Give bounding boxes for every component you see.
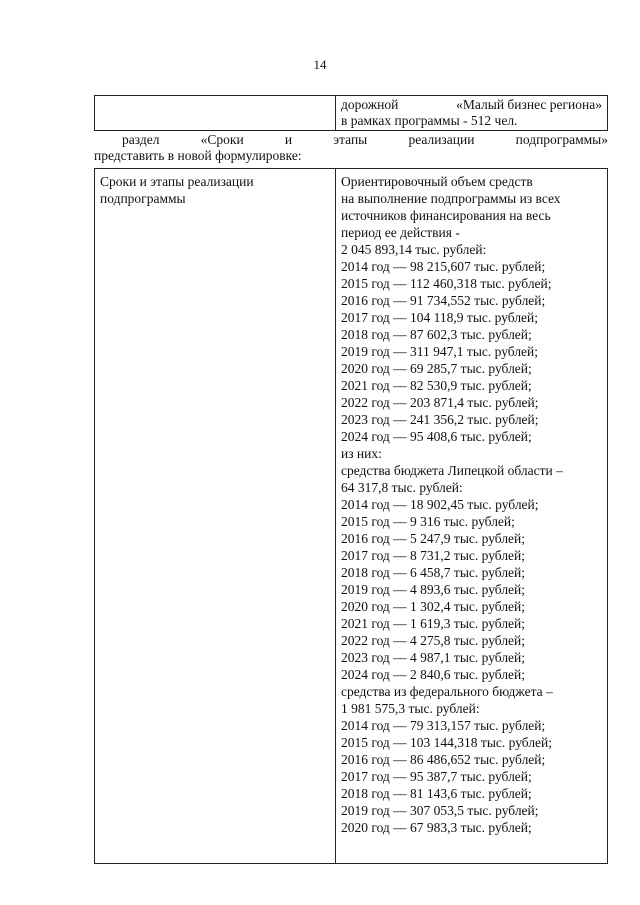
continuation-table	[94, 95, 608, 131]
funding-line: 2021 год — 82 530,9 тыс. рублей;	[341, 378, 532, 393]
table-cell-right	[336, 96, 608, 131]
table-row	[95, 96, 608, 131]
funding-line: 2024 год — 2 840,6 тыс. рублей;	[341, 667, 526, 682]
funding-line: 2023 год — 4 987,1 тыс. рублей;	[341, 650, 526, 665]
word: реализации	[408, 132, 475, 147]
funding-line: на выполнение подпрограммы из всех	[341, 191, 561, 206]
funding-line: 2015 год — 112 460,318 тыс. рублей;	[341, 276, 552, 291]
word: и	[284, 132, 293, 147]
word: подпрограммы»	[515, 132, 608, 147]
table-row	[95, 169, 608, 864]
funding-line: 2021 год — 1 619,3 тыс. рублей;	[341, 616, 526, 631]
funding-line: Ориентировочный объем средств	[341, 174, 533, 189]
funding-line: средства бюджета Липецкой области –	[341, 463, 563, 478]
funding-line: 2016 год — 5 247,9 тыс. рублей;	[341, 531, 526, 546]
funding-line: 2019 год — 311 947,1 тыс. рублей;	[341, 344, 539, 359]
funding-table	[94, 168, 608, 864]
cell-text: дорожной	[341, 97, 399, 112]
funding-line: 2020 год — 1 302,4 тыс. рублей;	[341, 599, 526, 614]
funding-line: 2016 год — 86 486,652 тыс. рублей;	[341, 752, 546, 767]
funding-line: 2019 год — 4 893,6 тыс. рублей;	[341, 582, 526, 597]
funding-line: 2024 год — 95 408,6 тыс. рублей;	[341, 429, 532, 444]
funding-line: 1 981 575,3 тыс. рублей:	[341, 701, 480, 716]
funding-line: 64 317,8 тыс. рублей:	[341, 480, 463, 495]
funding-line: 2017 год — 8 731,2 тыс. рублей;	[341, 548, 526, 563]
funding-line: 2014 год — 98 215,607 тыс. рублей;	[341, 259, 546, 274]
funding-line: 2 045 893,14 тыс. рублей:	[341, 242, 487, 257]
funding-line: 2018 год — 81 143,6 тыс. рублей;	[341, 786, 532, 801]
funding-line: 2019 год — 307 053,5 тыс. рублей;	[341, 803, 539, 818]
funding-line: 2018 год — 6 458,7 тыс. рублей;	[341, 565, 526, 580]
funding-line: 2015 год — 103 144,318 тыс. рублей;	[341, 735, 553, 750]
funding-line: 2020 год — 67 983,3 тыс. рублей;	[341, 820, 532, 835]
instruction-paragraph	[94, 132, 608, 164]
word: раздел	[122, 132, 160, 147]
funding-line: период ее действия -	[341, 225, 460, 240]
funding-line: 2023 год — 241 356,2 тыс. рублей;	[341, 412, 539, 427]
funding-line: 2020 год — 69 285,7 тыс. рублей;	[341, 361, 532, 376]
cell-text: «Малый бизнес региона»	[456, 97, 602, 112]
funding-line: 2017 год — 95 387,7 тыс. рублей;	[341, 769, 532, 784]
word: этапы	[333, 132, 368, 147]
paragraph-line	[94, 132, 608, 148]
funding-line: 2018 год — 87 602,3 тыс. рублей;	[341, 327, 532, 342]
word: «Сроки	[200, 132, 244, 147]
funding-line: 2016 год — 91 734,552 тыс. рублей;	[341, 293, 546, 308]
funding-label-cell: Сроки и этапы реализации подпрограммы	[95, 169, 336, 864]
funding-line: 2022 год — 203 871,4 тыс. рублей;	[341, 395, 539, 410]
funding-line: 2014 год — 79 313,157 тыс. рублей;	[341, 718, 546, 733]
cell-line	[341, 97, 602, 113]
paragraph-line: представить в новой формулировке:	[94, 148, 302, 163]
funding-line: 2022 год — 4 275,8 тыс. рублей;	[341, 633, 526, 648]
cell-line: в рамках программы - 512 чел.	[341, 113, 518, 128]
funding-line: 2014 год — 18 902,45 тыс. рублей;	[341, 497, 539, 512]
funding-details-cell	[336, 169, 608, 864]
funding-line: средства из федерального бюджета –	[341, 684, 553, 699]
funding-line: из них:	[341, 446, 382, 461]
funding-line: 2015 год — 9 316 тыс. рублей;	[341, 514, 515, 529]
funding-line: 2017 год — 104 118,9 тыс. рублей;	[341, 310, 539, 325]
funding-line: источников финансирования на весь	[341, 208, 551, 223]
page-number: 14	[313, 57, 327, 72]
table-cell-left	[95, 96, 336, 131]
